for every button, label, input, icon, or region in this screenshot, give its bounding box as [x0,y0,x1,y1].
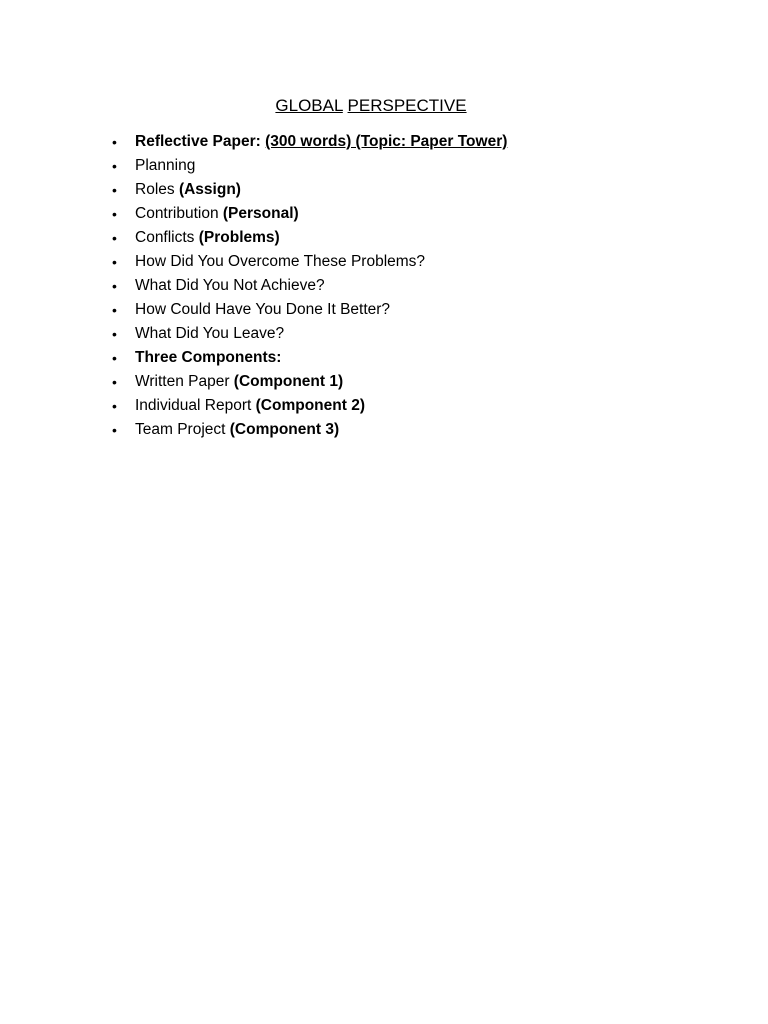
list-item-label: Contribution [135,205,219,222]
list-item-reflective-paper [112,130,507,154]
bullet-icon: • [112,182,117,198]
list-item-roles [112,178,507,202]
list-item-overcome-problems [112,250,507,274]
list-item-team-project [112,418,507,442]
bullet-icon: • [112,230,117,246]
bullet-icon: • [112,278,117,294]
list-item-label: Reflective Paper: [135,133,261,150]
list-item-label: Conflicts [135,229,195,246]
bullet-icon: • [112,254,117,270]
list-item-contribution [112,202,507,226]
list-item-label: Individual Report [135,397,252,414]
bullet-icon: • [112,302,117,318]
list-item-label: What Did You Not Achieve? [135,277,325,294]
bullet-icon: • [112,158,117,174]
list-item-detail: (Component 1) [233,373,344,390]
list-item-individual-report [112,394,507,418]
list-item-detail: (Component 2) [255,397,365,414]
list-item-leave [112,322,507,346]
list-item-detail: (300 words) (Topic: Paper Tower) [265,133,508,150]
list-item-label: How Did You Overcome These Problems? [135,253,426,270]
list-item-label: Team Project [135,421,226,438]
list-item-conflicts [112,226,507,250]
list-item-detail: (Problems) [198,229,280,246]
list-item-not-achieve [112,274,507,298]
bullet-icon: • [112,134,117,150]
list-item-label: Roles [135,181,175,198]
list-item-written-paper [112,370,507,394]
list-item-three-components [112,346,507,370]
bullet-icon: • [112,398,117,414]
bullet-icon: • [112,326,117,342]
bullet-list [112,130,507,442]
bullet-icon: • [112,422,117,438]
list-item-label: What Did You Leave? [135,325,285,342]
page-title [0,95,742,117]
bullet-icon: • [112,374,117,390]
bullet-icon: • [112,206,117,222]
list-item-label: Planning [135,157,196,174]
list-item-detail: (Personal) [222,205,299,222]
list-item-label: Written Paper [135,373,230,390]
list-item-detail: (Component 3) [229,421,340,438]
bullet-icon: • [112,350,117,366]
list-item-detail: (Assign) [178,181,241,198]
list-item-done-better [112,298,507,322]
list-item-planning [112,154,507,178]
list-item-label: How Could Have You Done It Better? [135,301,391,318]
list-item-label: Three Components: [135,349,282,366]
title-word-perspective: PERSPECTIVE [347,96,467,115]
title-word-global: GLOBAL [275,96,343,115]
